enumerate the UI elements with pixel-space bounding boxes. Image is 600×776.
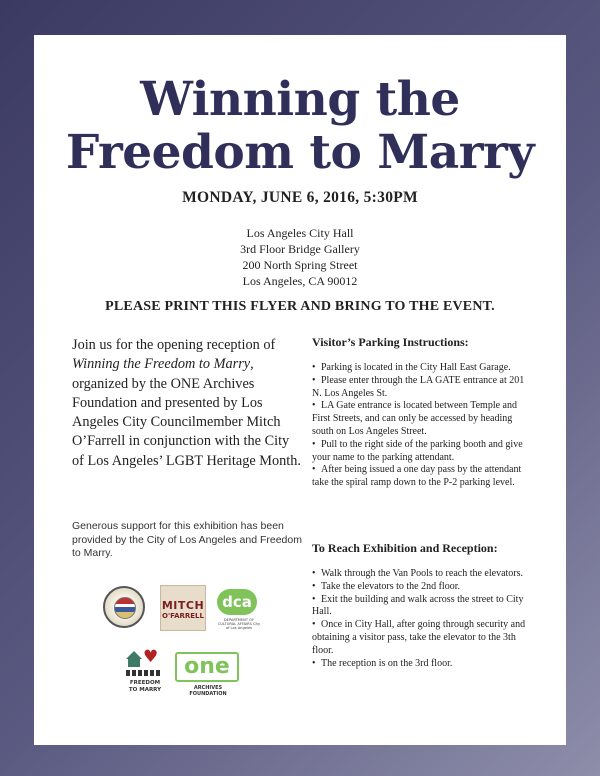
list-item: • After being issued a one day pass by the attendant take the spiral ramp down to the P-2 parking level. xyxy=(312,464,522,489)
event-address xyxy=(34,225,566,289)
list-item: • LA Gate entrance is located between Temple and First Streets, and can only be accessed by heading south on Los Angeles Street. xyxy=(312,400,517,437)
house-icon xyxy=(126,651,142,659)
intro-text: Join us for the opening reception of xyxy=(72,337,276,353)
dca-logo: dca DEPARTMENT OF CULTURAL AFFAIRS City of Los Angeles xyxy=(217,587,261,631)
list-item: • Take the elevators to the 2nd floor. xyxy=(312,580,460,592)
address-line: Los Angeles City Hall xyxy=(246,226,354,240)
print-notice: PLEASE PRINT THIS FLYER AND BRING TO THE EVENT. xyxy=(105,299,495,314)
list-item: • Exit the building and walk across the street to City Hall. xyxy=(312,593,524,618)
support-note: Generous support for this exhibition has been provided by the City of Los Angeles and Freedom to Marry. xyxy=(72,520,302,559)
intro-paragraph xyxy=(72,336,302,471)
list-item: • Walk through the Van Pools to reach the elevators. xyxy=(312,568,524,579)
reach-heading: To Reach Exhibition and Reception: xyxy=(312,541,498,555)
list-item: • The reception is on the 3rd floor. xyxy=(312,657,453,669)
list-item: • Pull to the right side of the parking booth and give your name to the parking attendant. xyxy=(312,438,523,463)
parking-list xyxy=(312,362,527,490)
title-line-1: Winning the xyxy=(140,72,460,127)
mitch-ofarrell-logo: MITCH O'FARRELL xyxy=(160,585,206,631)
intro-text: , organized by the ONE Archives Foundation and presented by Los Angeles City Councilmember Mitch O’Farrell in conjunction with the City of Los Angeles’ LGBT Heritage Month. xyxy=(72,356,301,469)
freedom-to-marry-logo: ♥ FREEDOM TO MARRY xyxy=(124,647,166,697)
heart-icon: ♥ xyxy=(143,647,159,667)
list-item: • Once in City Hall, after going through security and obtaining a visitor pass, take the elevator to the 3th floor. xyxy=(312,619,526,656)
address-line: 200 North Spring Street xyxy=(242,258,358,272)
parking-heading: Visitor’s Parking Instructions: xyxy=(312,335,469,349)
list-item: • Parking is located in the City Hall East Garage. xyxy=(312,362,511,373)
parking-instructions xyxy=(312,335,527,490)
flyer-page xyxy=(34,35,566,745)
reach-list xyxy=(312,568,527,670)
flyer-title xyxy=(34,73,566,179)
list-item: • Please enter through the LA GATE entrance at 201 N. Los Angeles St. xyxy=(312,374,525,399)
one-archives-logo: one ARCHIVES FOUNDATION xyxy=(175,652,241,698)
title-line-2: Freedom to Marry xyxy=(65,125,535,180)
address-line: 3rd Floor Bridge Gallery xyxy=(240,242,360,256)
exhibit-name: Winning the Freedom to Marry xyxy=(72,356,251,373)
city-seal-icon xyxy=(103,586,145,628)
address-line: Los Angeles, CA 90012 xyxy=(242,274,358,288)
event-date: MONDAY, JUNE 6, 2016, 5:30PM xyxy=(182,189,418,206)
reach-instructions xyxy=(312,541,527,670)
